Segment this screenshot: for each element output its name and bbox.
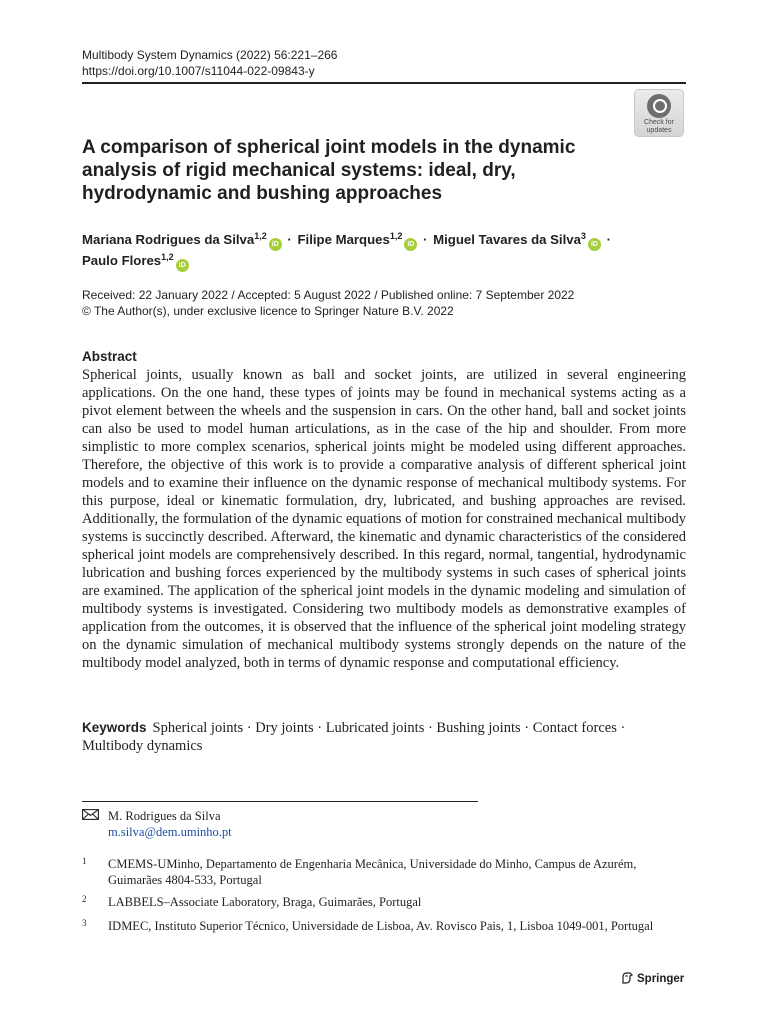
header-rule <box>82 82 686 84</box>
author-name: Miguel Tavares da Silva <box>433 232 581 247</box>
footnote-rule <box>82 801 478 802</box>
envelope-icon <box>82 809 99 820</box>
orcid-icon[interactable]: iD <box>588 238 601 251</box>
orcid-icon[interactable]: iD <box>269 238 282 251</box>
author-affiliation-ref: 1,2 <box>254 231 267 241</box>
author-name: Filipe Marques <box>297 232 390 247</box>
author-list <box>82 230 682 272</box>
springer-horse-icon <box>620 971 634 985</box>
badge-line-1: Check for <box>644 119 674 126</box>
publication-dates <box>82 288 574 319</box>
abstract-text: Spherical joints, usually known as ball and socket joints, are utilized in several engineering applications. On the one hand, these types of joints may be found in mechanical systems acting as a pivot element between the wheels and the suspension in cars. On the other hand, ball and socket joints can also be used to model human articulations, as in the case of the hip and shoulder. From more simplistic to more complex scenarios, spherical joints might be modeled using different approaches. Therefore, the objective of this work is to provide a comparative analysis of different spherical joint models and to examine their influence on the dynamic response of mechanical multibody systems. For this purpose, ideal or kinematic formulation, dry, lubricated, and bushing approaches are revised. Additionally, the formulation of the dynamic equations of motion for constrained mechanical multibody systems is succinctly described. Afterward, the kinematic and dynamic characteristics of the considered spherical joint models are comprehensively described. In this regard, normal, tangential, hydrodynamic lubrication and bushing forces experienced by the multibody systems in such cases of spherical joints are examined. The application of the spherical joint models in the dynamic modeling and simulation of multibody systems is investigated. Considering two multibody models as demonstrative examples of application from the outcomes, it is observed that the influence of the spherical joint modeling strategy on the dynamic simulation of mechanical multibody systems strongly depends on the nature of the multibody model analyzed, both in terms of dynamic response and computational efficiency. <box>82 367 686 671</box>
orcid-icon[interactable]: iD <box>404 238 417 251</box>
affiliation-text: LABBELS–Associate Laboratory, Braga, Guimarães, Portugal <box>108 895 422 909</box>
affiliation-text: CMEMS-UMinho, Departamento de Engenharia Mecânica, Universidade do Minho, Campus de Azurém, Guimarães 4804-533, Portugal <box>108 857 637 887</box>
author-affiliation-ref: 1,2 <box>161 252 174 262</box>
author-separator: · <box>287 232 292 247</box>
affiliation-number: 1 <box>82 856 87 866</box>
publisher-logo <box>620 971 684 985</box>
journal-citation: Multibody System Dynamics (2022) 56:221–266 <box>82 48 338 62</box>
keywords-heading: Keywords <box>82 720 147 735</box>
author-separator: · <box>606 232 612 247</box>
affiliation-text: IDMEC, Instituto Superior Técnico, Universidade de Lisboa, Av. Rovisco Pais, 1, Lisboa 1049-001, Portugal <box>108 919 654 933</box>
keywords <box>82 719 686 755</box>
author-affiliation-ref: 3 <box>580 231 586 241</box>
check-for-updates-badge[interactable] <box>634 89 684 137</box>
paper-title: A comparison of spherical joint models in the dynamic analysis of rigid mechanical systems: ideal, dry, hydrodynamic and bushing approaches <box>82 137 576 204</box>
check-updates-icon <box>647 94 671 118</box>
publisher-name: Springer <box>637 973 685 985</box>
dates-line: Received: 22 January 2022 / Accepted: 5 August 2022 / Published online: 7 September 2022 <box>82 288 575 302</box>
badge-line-2: updates <box>646 127 672 134</box>
corresponding-name: M. Rodrigues da Silva <box>108 809 221 823</box>
abstract-heading: Abstract <box>82 349 137 364</box>
author-affiliation-ref: 1,2 <box>389 231 403 241</box>
author-separator: · <box>423 232 428 247</box>
author-name: Mariana Rodrigues da Silva <box>82 232 255 247</box>
journal-header <box>82 47 337 79</box>
affiliation-number: 3 <box>82 918 87 928</box>
author-name: Paulo Flores <box>82 253 162 268</box>
copyright-line: © The Author(s), under exclusive licence to Springer Nature B.V. 2022 <box>82 303 454 318</box>
orcid-icon[interactable]: iD <box>176 259 189 272</box>
keywords-list: Spherical joints · Dry joints · Lubricated joints · Bushing joints · Contact forces · Multibody dynamics <box>82 720 626 754</box>
corresponding-email-link[interactable]: m.silva@dem.uminho.pt <box>108 825 232 839</box>
affiliation-number: 2 <box>82 894 87 904</box>
doi-link[interactable]: https://doi.org/10.1007/s11044-022-09843-y <box>82 64 315 78</box>
